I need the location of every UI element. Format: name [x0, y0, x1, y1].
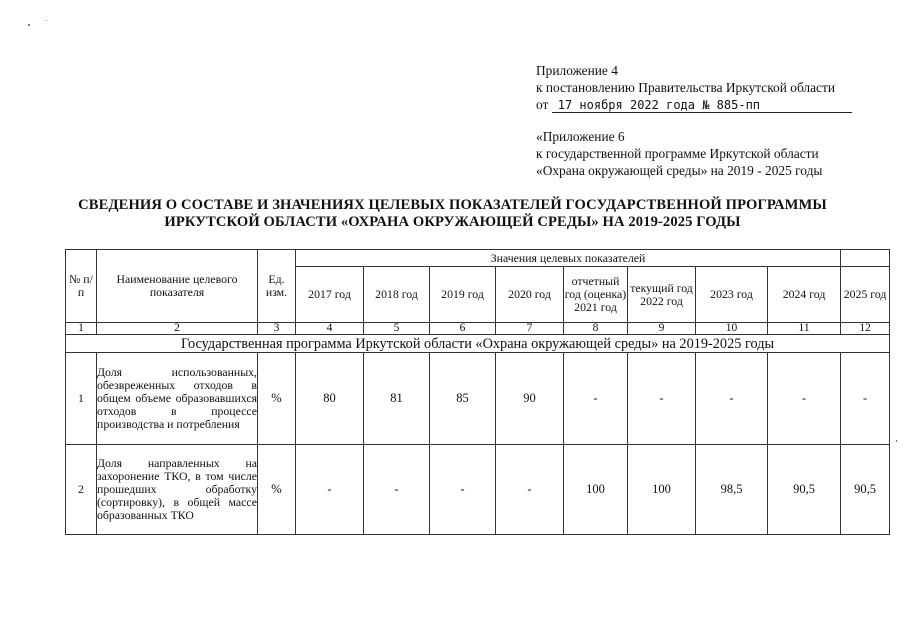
row-unit: %	[258, 353, 296, 445]
header-year: отчетный год (оценка) 2021 год	[564, 267, 628, 323]
indicators-table	[65, 249, 890, 535]
column-number: 3	[258, 323, 296, 335]
appendix-4-date-line	[536, 96, 852, 113]
column-number: 1	[66, 323, 97, 335]
column-number: 5	[364, 323, 430, 335]
cell-value: 85	[430, 353, 496, 445]
document-title-line-1: СВЕДЕНИЯ О СОСТАВЕ И ЗНАЧЕНИЯХ ЦЕЛЕВЫХ ПОКАЗАТЕЛЕЙ ГОСУДАРСТВЕННОЙ ПРОГРАММЫ	[78, 197, 827, 213]
column-number: 2	[97, 323, 258, 335]
cell-value: 90,5	[841, 445, 890, 535]
appendix-4-date-value: 17 ноября 2022 года № 885-пп	[552, 98, 852, 113]
header-year: 2019 год	[430, 267, 496, 323]
cell-value: -	[564, 353, 628, 445]
header-year: 2018 год	[364, 267, 430, 323]
cell-value: -	[430, 445, 496, 535]
cell-value: 100	[564, 445, 628, 535]
appendix-4-block	[536, 62, 852, 113]
document-title	[60, 197, 845, 231]
cell-value: -	[364, 445, 430, 535]
table-row	[66, 353, 890, 445]
header-unit: Ед. изм.	[258, 250, 296, 323]
cell-value: -	[496, 445, 564, 535]
cell-value: 80	[296, 353, 364, 445]
indicator-name: Доля направленных на захоронение ТКО, в том числе прошедших обработку (сортировку), в общей массе образованных ТКО	[97, 445, 258, 535]
column-number: 10	[696, 323, 768, 335]
column-number: 8	[564, 323, 628, 335]
appendix-6-program-name: «Охрана окружающей среды» на 2019 - 2025 годы	[536, 163, 823, 178]
indicator-name: Доля использованных, обезвреженных отходов в общем объеме образовавшихся отходов в процессе производства и потребления	[97, 353, 258, 445]
appendix-6-program: к государственной программе Иркутской области	[536, 146, 819, 161]
header-year: 2024 год	[768, 267, 841, 323]
cell-value: -	[628, 353, 696, 445]
table-row	[66, 445, 890, 535]
header-group-spacer	[841, 250, 890, 267]
cell-value: -	[768, 353, 841, 445]
header-num: № п/п	[66, 250, 97, 323]
appendix-6-title: «Приложение 6	[536, 129, 625, 144]
document-title-line-2: ИРКУТСКОЙ ОБЛАСТИ «ОХРАНА ОКРУЖАЮЩЕЙ СРЕДЫ» НА 2019-2025 ГОДЫ	[164, 214, 741, 230]
column-number: 7	[496, 323, 564, 335]
appendix-6-block	[536, 128, 822, 179]
row-unit: %	[258, 445, 296, 535]
cell-value: 98,5	[696, 445, 768, 535]
cell-value: 100	[628, 445, 696, 535]
header-year: текущий год 2022 год	[628, 267, 696, 323]
header-year: 2023 год	[696, 267, 768, 323]
cell-value: 81	[364, 353, 430, 445]
program-section-row: Государственная программа Иркутской области «Охрана окружающей среды» на 2019-2025 годы	[66, 335, 890, 353]
appendix-4-title: Приложение 4	[536, 63, 618, 78]
appendix-4-decree: к постановлению Правительства Иркутской области	[536, 80, 836, 95]
appendix-4-date-prefix: от	[536, 97, 549, 112]
cell-value: -	[841, 353, 890, 445]
row-num: 1	[66, 353, 97, 445]
cell-value: 90	[496, 353, 564, 445]
column-number: 9	[628, 323, 696, 335]
header-name: Наименование целевого показателя	[97, 250, 258, 323]
header-year: 2025 год	[841, 267, 890, 323]
header-year: 2017 год	[296, 267, 364, 323]
column-number: 12	[841, 323, 890, 335]
cell-value: -	[296, 445, 364, 535]
column-number: 11	[768, 323, 841, 335]
header-year: 2020 год	[496, 267, 564, 323]
row-num: 2	[66, 445, 97, 535]
column-number: 6	[430, 323, 496, 335]
header-group: Значения целевых показателей	[296, 250, 841, 267]
column-number: 4	[296, 323, 364, 335]
cell-value: -	[696, 353, 768, 445]
cell-value: 90,5	[768, 445, 841, 535]
